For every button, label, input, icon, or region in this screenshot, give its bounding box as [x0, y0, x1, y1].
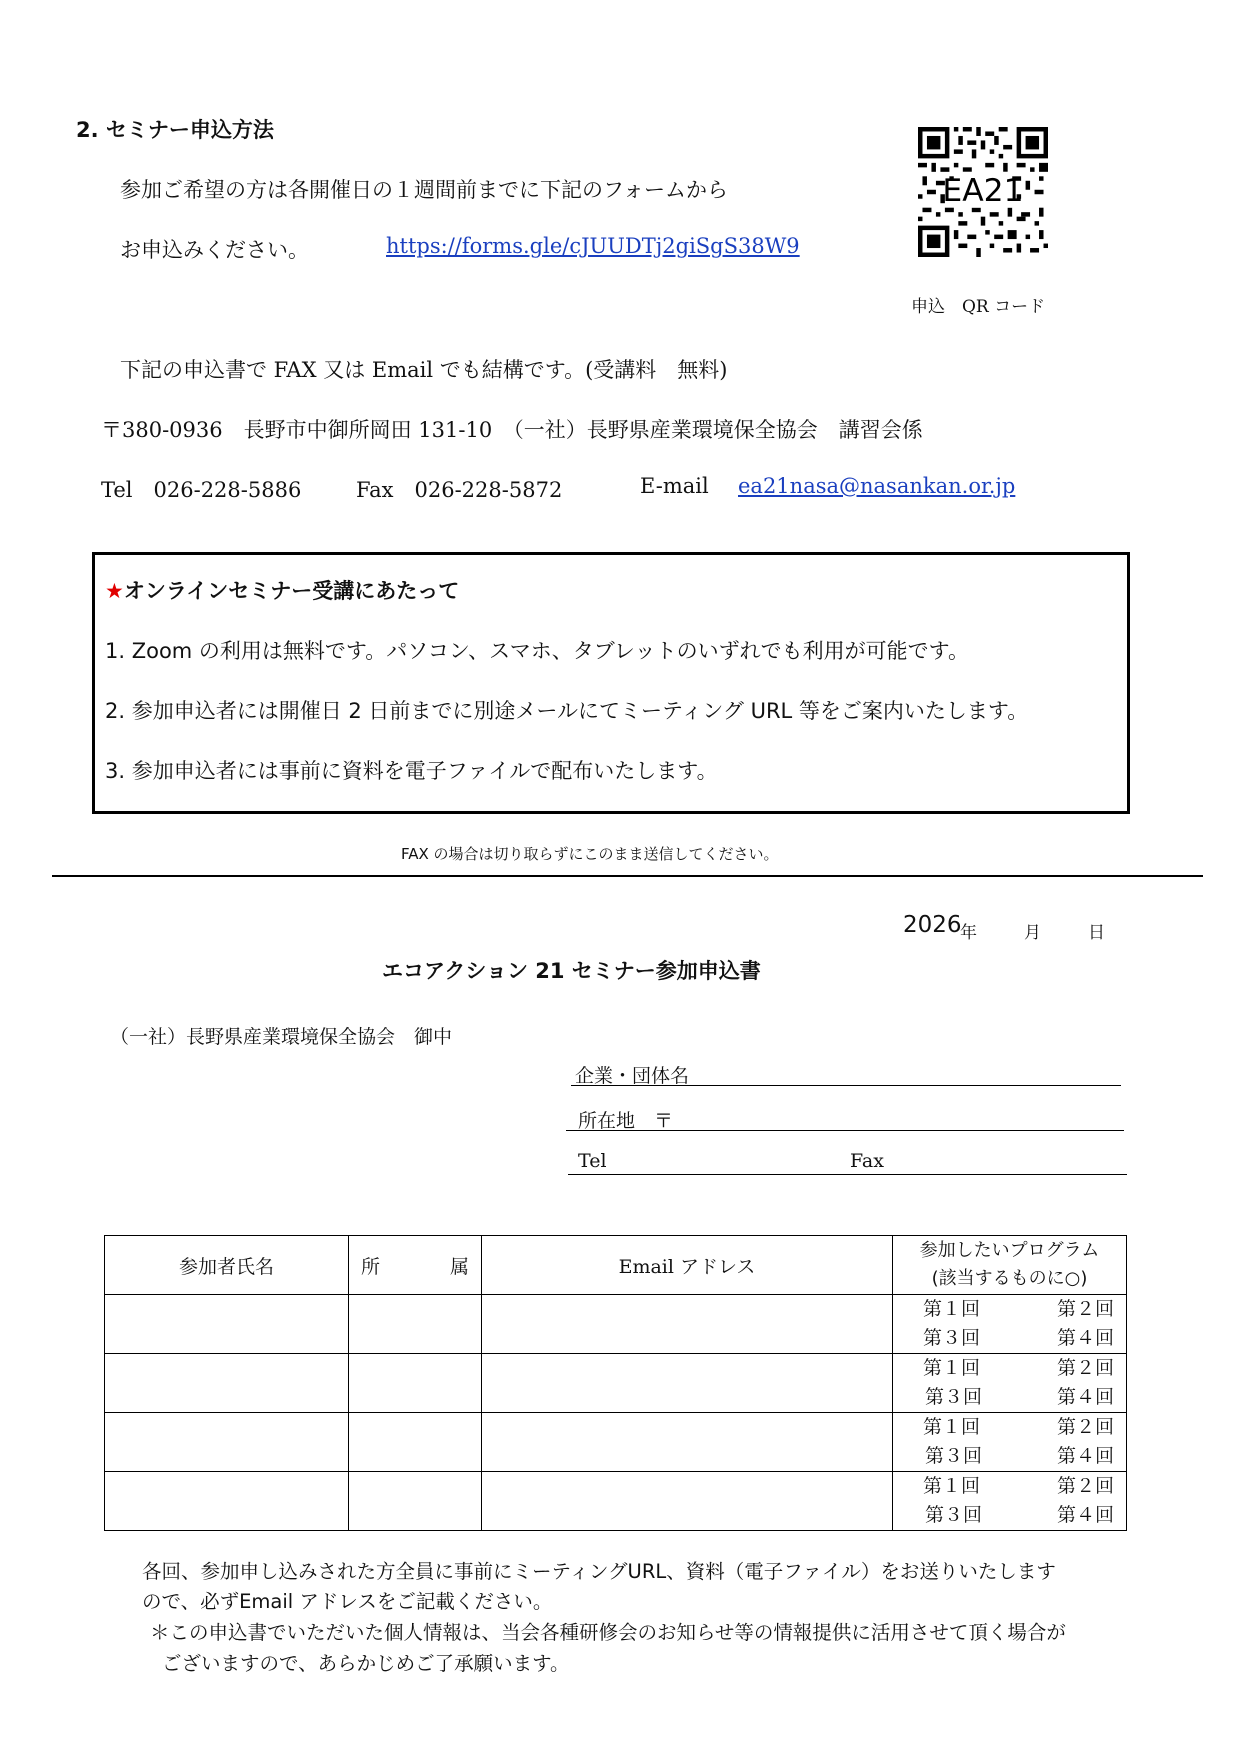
program-cell[interactable]: [893, 1295, 1127, 1354]
form-url-link[interactable]: https://forms.gle/cJUUDTj2giSgS38W9: [386, 234, 800, 258]
header-program-line2: (該当するものに○): [931, 1268, 1088, 1289]
program-cell[interactable]: [893, 1354, 1127, 1413]
round-3[interactable]: 第３回: [925, 1386, 983, 1408]
affiliation-cell[interactable]: [349, 1413, 482, 1472]
round-4[interactable]: 第４回: [1056, 1504, 1114, 1526]
fax-number: Fax 026-228-5872: [356, 478, 563, 502]
notice-item-2: 2. 参加申込者には開催日 2 日前までに別途メールにてミーティング URL 等をご案内いたします。: [105, 699, 1029, 723]
footer-line-4: ございますので、あらかじめご了承願います。: [162, 1652, 570, 1675]
form-fax-label: Fax: [850, 1150, 884, 1172]
online-seminar-notice-box: [92, 552, 1130, 814]
intro-line-2: お申込みください。: [120, 238, 309, 262]
email-cell[interactable]: [482, 1413, 893, 1472]
cut-line: [52, 875, 1203, 877]
company-label: 企業・団体名: [575, 1065, 690, 1087]
affiliation-cell[interactable]: [349, 1472, 482, 1531]
round-4[interactable]: 第４回: [1056, 1327, 1114, 1349]
qr-label: 申込 QR コード: [911, 297, 1046, 317]
table-row: [105, 1354, 1127, 1413]
round-1[interactable]: 第１回: [923, 1357, 981, 1379]
table-row: [105, 1295, 1127, 1354]
alt-method-line: 下記の申込書で FAX 又は Email でも結構です。(受講料 無料): [120, 358, 728, 382]
round-3[interactable]: 第３回: [925, 1504, 983, 1526]
round-2[interactable]: 第２回: [1056, 1357, 1114, 1379]
footer-line-2: ので、必ずEmail アドレスをご記載ください。: [142, 1590, 553, 1613]
address-line: 〒380-0936 長野市中御所岡田 131-10 （一社）長野県産業環境保全協会 講習会係: [101, 418, 923, 442]
header-name: 参加者氏名: [105, 1236, 349, 1295]
email-link[interactable]: ea21nasa@nasankan.or.jp: [738, 474, 1016, 498]
participant-table: [104, 1235, 1127, 1531]
form-day: 日: [1088, 923, 1105, 943]
form-title: エコアクション 21 セミナー参加申込書: [382, 959, 761, 983]
form-month: 月: [1024, 923, 1041, 943]
round-4[interactable]: 第４回: [1056, 1386, 1114, 1408]
table-header-row: [105, 1236, 1127, 1295]
round-2[interactable]: 第２回: [1056, 1416, 1114, 1438]
round-3[interactable]: 第３回: [923, 1327, 981, 1349]
form-year: 2026: [903, 912, 962, 938]
name-cell[interactable]: [105, 1295, 349, 1354]
notice-title: [105, 575, 459, 605]
location-label: 所在地 〒: [578, 1110, 674, 1132]
round-1[interactable]: 第１回: [923, 1298, 981, 1320]
round-1[interactable]: 第１回: [923, 1475, 981, 1497]
header-affiliation: [349, 1236, 482, 1295]
notice-item-1: 1. Zoom の利用は無料です。パソコン、スマホ、タブレットのいずれでも利用が可能です。: [105, 639, 969, 663]
intro-line-1: 参加ご希望の方は各開催日の１週間前までに下記のフォームから: [120, 178, 728, 202]
form-tel-label: Tel: [578, 1150, 607, 1172]
table-row: [105, 1472, 1127, 1531]
name-cell[interactable]: [105, 1472, 349, 1531]
tel-number: Tel 026-228-5886: [101, 478, 302, 502]
company-field-line[interactable]: [571, 1085, 1121, 1086]
header-email: Email アドレス: [482, 1236, 893, 1295]
header-program: [893, 1236, 1127, 1295]
email-cell[interactable]: [482, 1295, 893, 1354]
round-2[interactable]: 第２回: [1056, 1475, 1114, 1497]
affiliation-cell[interactable]: [349, 1295, 482, 1354]
affiliation-cell[interactable]: [349, 1354, 482, 1413]
cut-note: FAX の場合は切り取らずにこのまま送信してください。: [401, 845, 779, 863]
email-cell[interactable]: [482, 1472, 893, 1531]
header-affiliation-a: 所: [361, 1255, 381, 1278]
name-cell[interactable]: [105, 1354, 349, 1413]
form-year-unit: 年: [960, 923, 977, 943]
notice-item-3: 3. 参加申込者には事前に資料を電子ファイルで配布いたします。: [105, 759, 718, 783]
section-heading: 2. セミナー申込方法: [76, 118, 274, 142]
footer-line-3: ＊この申込書でいただいた個人情報は、当会各種研修会のお知らせ等の情報提供に活用させて頂く場合が: [150, 1621, 1066, 1644]
email-label: E-mail: [640, 474, 709, 498]
table-row: [105, 1413, 1127, 1472]
program-cell[interactable]: [893, 1472, 1127, 1531]
round-4[interactable]: 第４回: [1056, 1445, 1114, 1467]
qr-center-text: EA21: [942, 172, 1024, 209]
program-cell[interactable]: [893, 1413, 1127, 1472]
location-field-line[interactable]: [566, 1130, 1124, 1131]
name-cell[interactable]: [105, 1413, 349, 1472]
qr-code-image: [918, 127, 1048, 257]
round-3[interactable]: 第３回: [925, 1445, 983, 1467]
header-affiliation-b: 属: [449, 1255, 469, 1278]
header-program-line1: 参加したいプログラム: [919, 1240, 1100, 1261]
form-addressee: （一社）長野県産業環境保全協会 御中: [110, 1026, 453, 1048]
email-cell[interactable]: [482, 1354, 893, 1413]
round-1[interactable]: 第１回: [923, 1416, 981, 1438]
notice-title-text: オンラインセミナー受講にあたって: [123, 579, 460, 603]
footer-line-1: 各回、参加申し込みされた方全員に事前にミーティングURL、資料（電子ファイル）をお送りいたします: [142, 1560, 1056, 1583]
tel-fax-field-line[interactable]: [568, 1174, 1127, 1175]
round-2[interactable]: 第２回: [1056, 1298, 1114, 1320]
star-icon: ★: [105, 579, 124, 603]
